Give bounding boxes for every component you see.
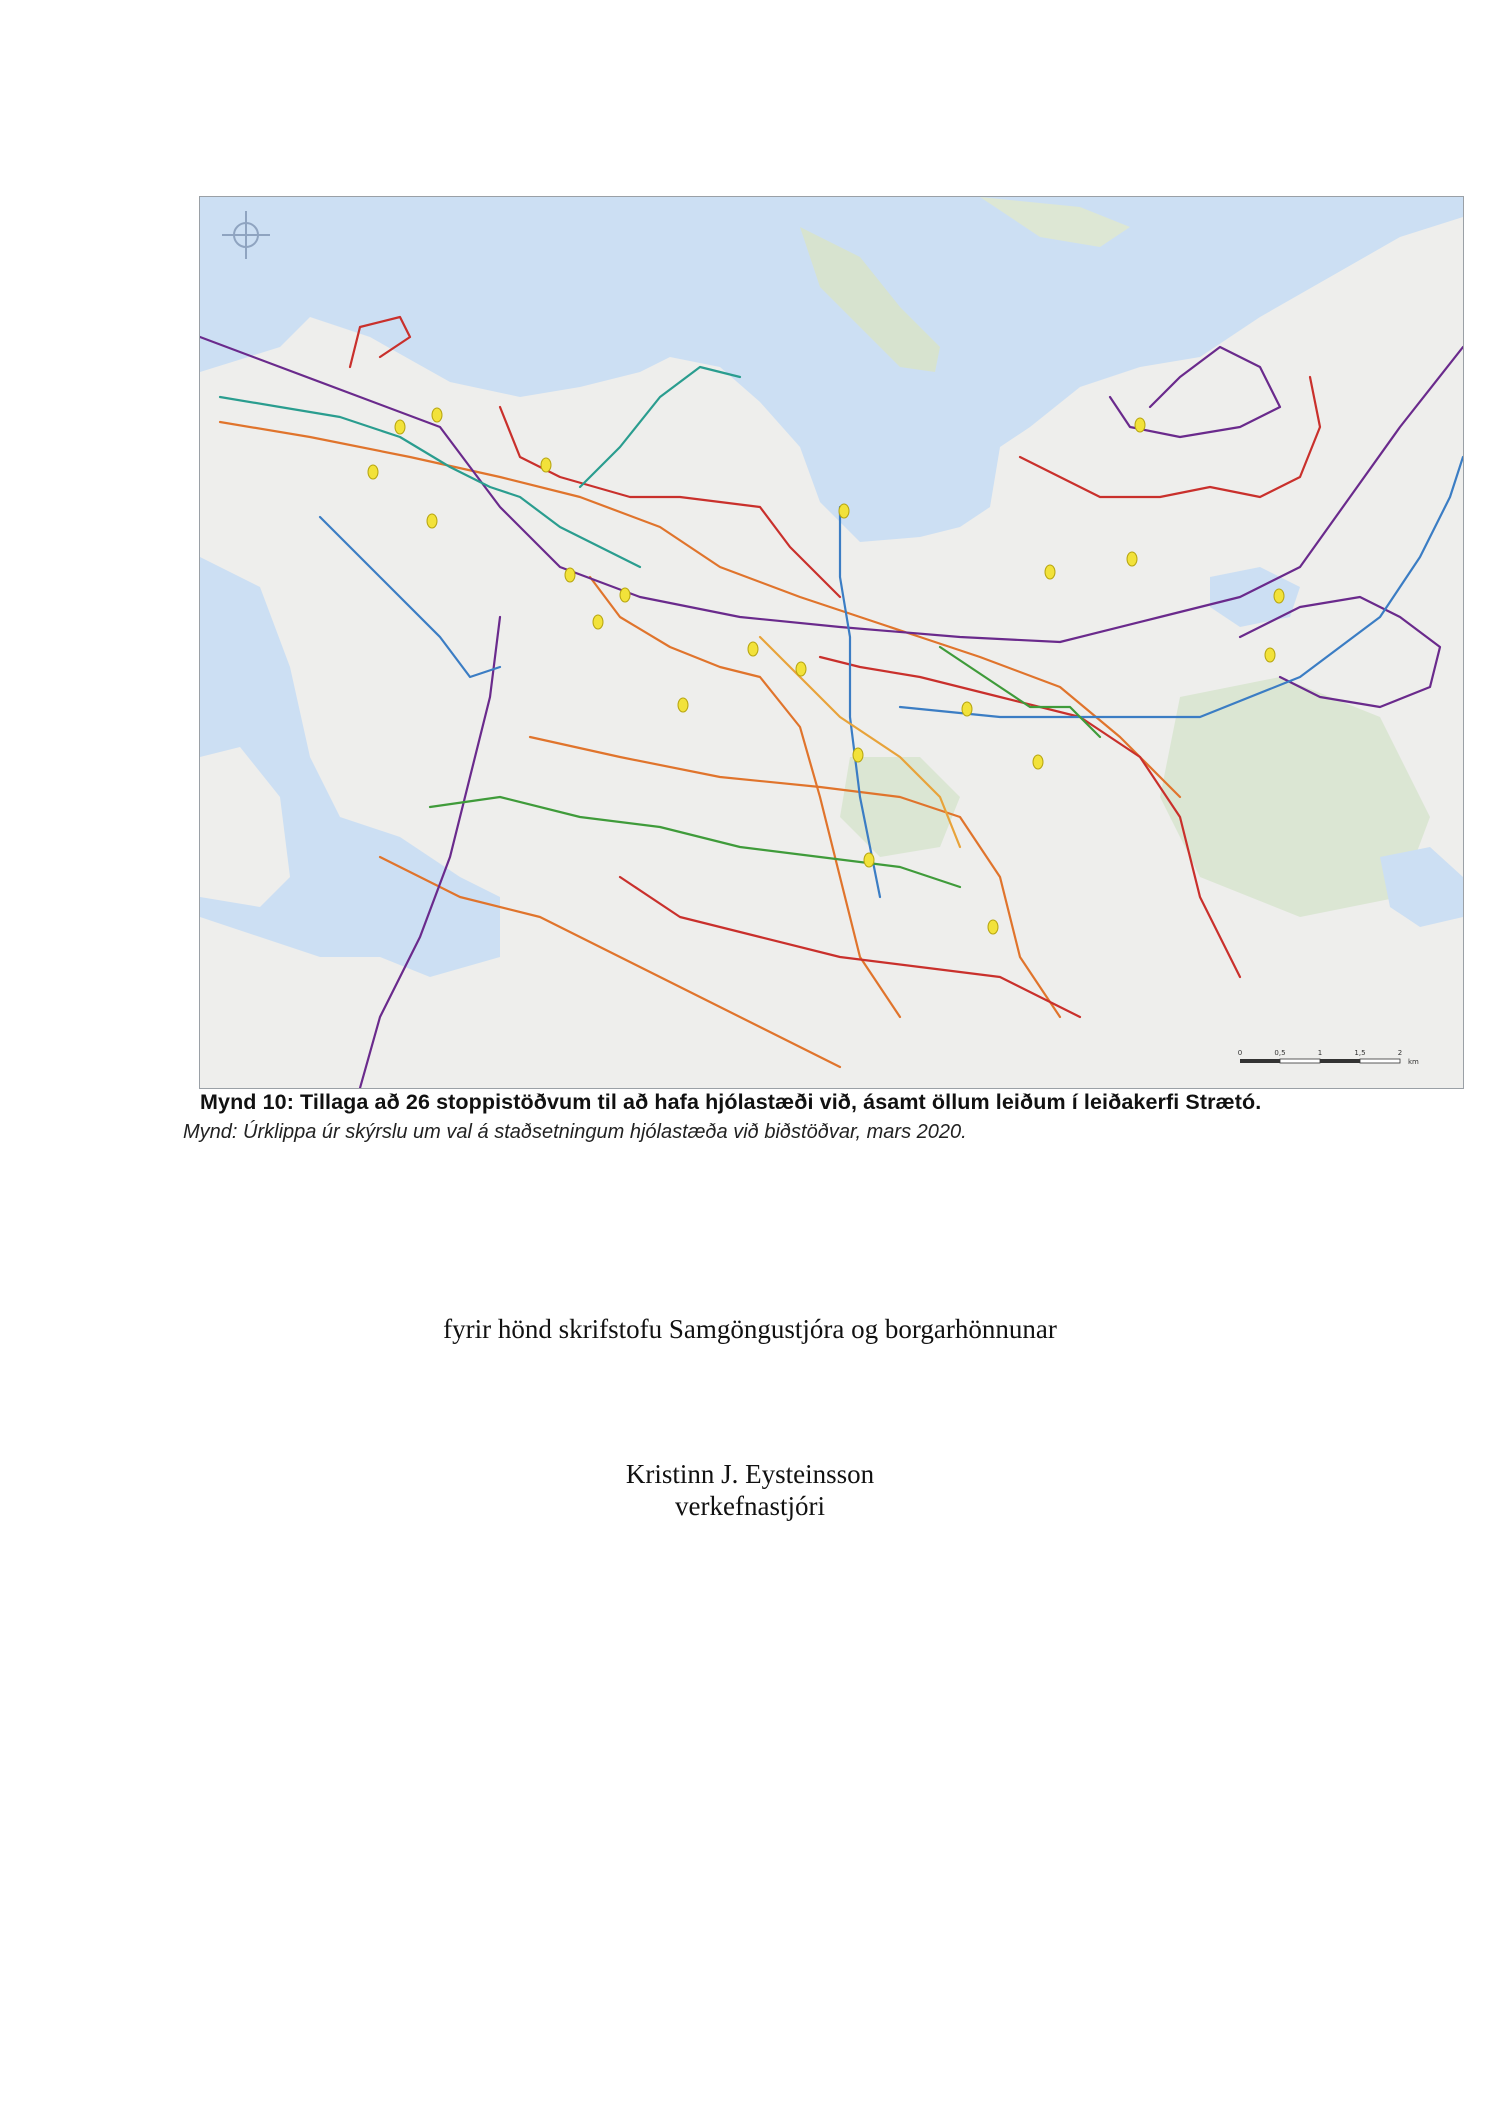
signature-block [0, 1458, 1500, 1522]
stop-marker [1127, 552, 1137, 566]
scale-bar [1240, 1059, 1400, 1063]
stop-marker [796, 662, 806, 676]
stop-marker [839, 504, 849, 518]
signatory-title: verkefnastjóri [675, 1491, 825, 1521]
stop-marker [1033, 755, 1043, 769]
scale-tick-label: 0,5 [1274, 1049, 1286, 1057]
for-office-line: fyrir hönd skrifstofu Samgöngustjóra og borgarhönnunar [443, 1314, 1057, 1344]
scale-tick-label: 1,5 [1354, 1049, 1366, 1057]
scale-unit-label: km [1408, 1058, 1419, 1066]
compass-icon [222, 211, 270, 259]
stop-marker [565, 568, 575, 582]
scale-tick-label: 2 [1397, 1049, 1403, 1057]
stop-marker [962, 702, 972, 716]
stop-marker [1045, 565, 1055, 579]
figure-caption: Mynd 10: Tillaga að 26 stoppistöðvum til að hafa hjólastæði við, ásamt öllum leiðum í leiðakerfi Strætó. [200, 1090, 1262, 1114]
stop-marker [1274, 589, 1284, 603]
stop-marker [864, 853, 874, 867]
route-map-svg [200, 197, 1463, 1088]
figure-source: Mynd: Úrklippa úr skýrslu um val á staðsetningum hjólastæða við biðstöðvar, mars 2020. [183, 1121, 967, 1143]
stop-marker [620, 588, 630, 602]
stop-marker [988, 920, 998, 934]
stop-marker [853, 748, 863, 762]
scale-tick-label: 1 [1317, 1049, 1323, 1057]
stop-marker [1265, 648, 1275, 662]
stop-marker [748, 642, 758, 656]
stop-marker [368, 465, 378, 479]
stop-marker [593, 615, 603, 629]
stop-marker [395, 420, 405, 434]
scale-tick-label: 0 [1237, 1049, 1243, 1057]
route-map [199, 196, 1464, 1089]
stop-marker [678, 698, 688, 712]
stop-marker [427, 514, 437, 528]
stop-marker [541, 458, 551, 472]
signatory-name: Kristinn J. Eysteinsson [625, 1459, 875, 1489]
land-northeast [980, 197, 1130, 247]
stop-marker [1135, 418, 1145, 432]
land-island-north [800, 227, 940, 372]
stop-marker [432, 408, 442, 422]
